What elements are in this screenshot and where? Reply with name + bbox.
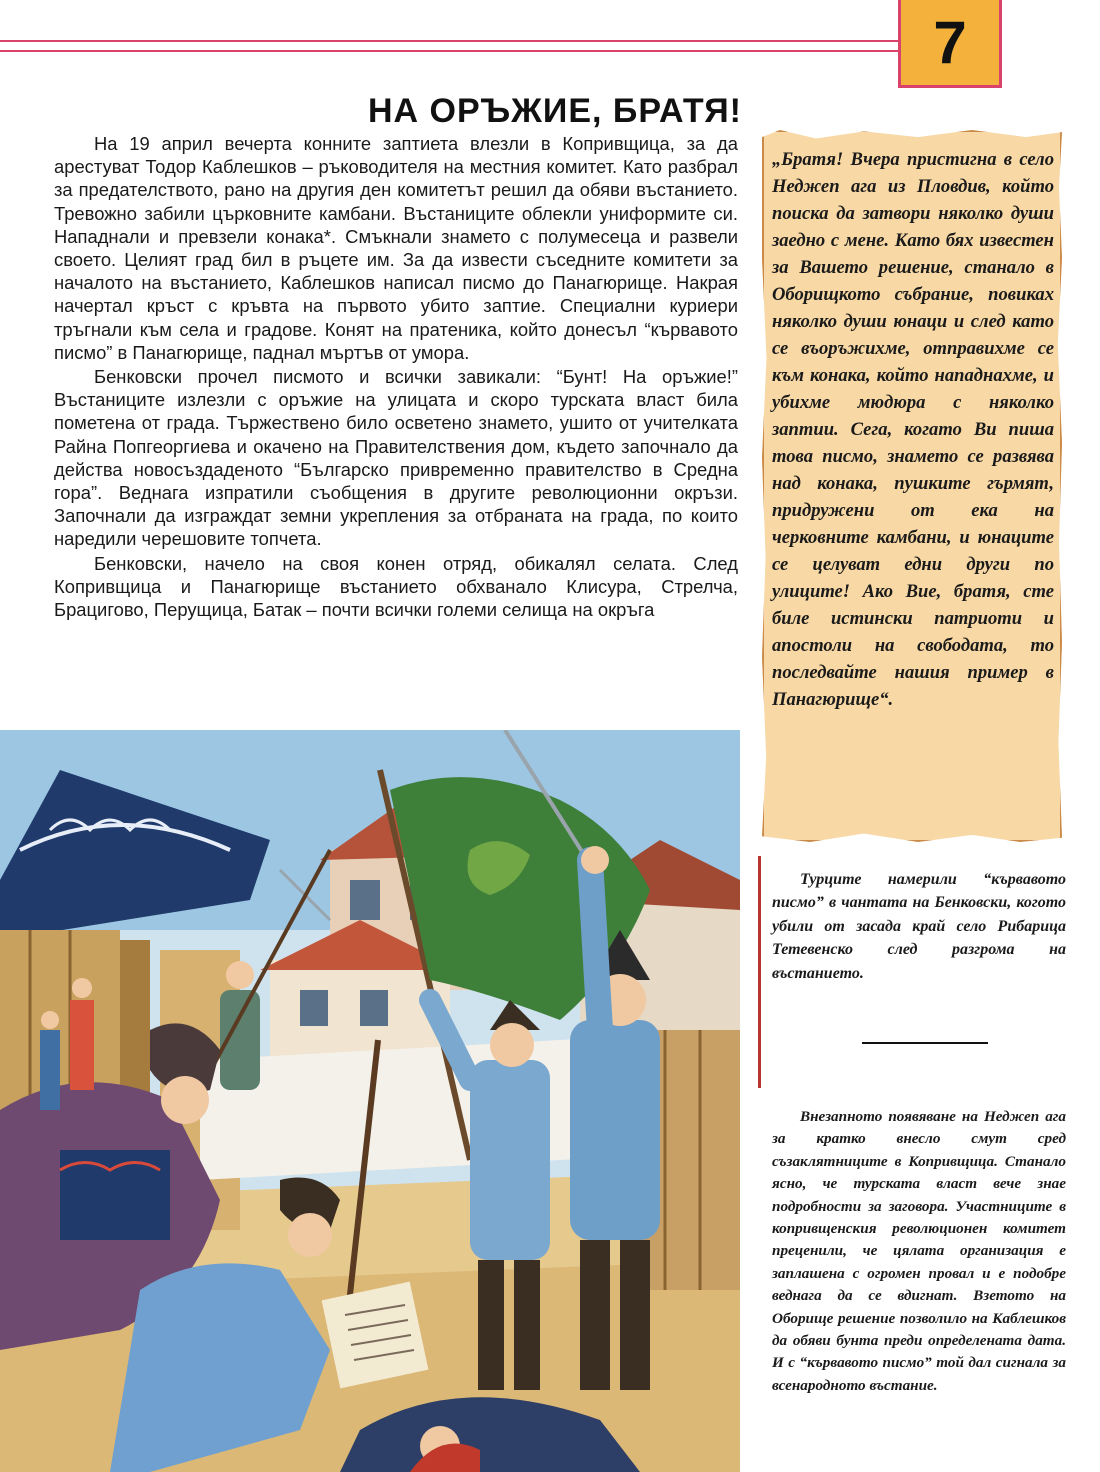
header-rule-bottom — [0, 50, 898, 52]
page-title: НА ОРЪЖИЕ, БРАТЯ! — [367, 92, 742, 130]
page-number: 7 — [933, 9, 967, 76]
caption-bloody-letter: Турците намерили “кървавото писмо” в чантата на Бенковски, когото убили от засада край село Рибарица Тетевенско след разгрома на въстанието. — [772, 871, 1066, 982]
article-body — [54, 132, 738, 622]
article-paragraph-2: Бенковски прочел писмото и всички завикали: “Бунт! На оръжие!” Въстаниците излезли с оръжие на улицата и скоро турската власт била пометена от града. Тържествено било осветено знамето, ушито от учителката Райна Попгеоргиева и окачено на Правителствения дом, където започнало да действа новосъздаденото “Българско привременно правителство в Средна гора”. Веднага изпратили съобщения в другите революционни окръзи. Започнали да изграждат земни укрепления за отбраната на града, по които наредили черешовите топчета. — [54, 366, 738, 550]
bloody-letter-text: „Братя! Вчера пристигна в село Неджеп ага из Пловдив, който поиска да затвори няколко души заедно с мене. Като бях известен за Вашето решение, станало в Оборищкото събрание, повиках няколко души юнаци и след като се въоръжихме, отправихме се към конака, който нападнахме, и убихме мюдюра с няколко заптии. Сега, когато Ви пиша това писмо, знамето се развява над конака, пушките гърмят, придружени от ека на черковните камбани, и юнаците се целуват едни други по улиците! Ако Вие, братя, сте биле истински патриоти и апостоли на свободата, то последвайте нашия пример в Панагюрище“. — [772, 149, 1054, 710]
uprising-illustration-drawing — [0, 730, 740, 1472]
header-rule-top — [0, 40, 898, 42]
caption-divider — [862, 1042, 988, 1044]
caption-nedzhep-aga: Внезапното появяване на Неджеп ага за кратко внесло смут сред съзаклятниците в Копривщица. Станало ясно, че турската власт вече знае подробности за заговора. Участниците в копривщенския революционен комитет преценили, че цялата организация е заплашена с огромен провал и е подобре веднага да се вдигнат. Взетото на Оборище решение позволило на Каблешков да обяви бунта преди определената дата. И с “кървавото писмо” той дал сигнала за всенародното въстание. — [772, 1108, 1066, 1394]
caption-side-bar — [758, 856, 761, 1088]
article-paragraph-1: На 19 април вечерта конните заптиета влезли в Копривщица, за да арестуват Тодор Каблешков – ръководителя на местния комитет. Като разбрал за предателството, рано на другия ден комитетът решил да обяви въстанието. Тревожно забили църковните камбани. Въстаниците облекли униформите си. Нападнали и превзели конака*. Смъкнали знамето с полумесеца и развели своето. Целият град бил в ръцете им. За да извести съседните комитети за началото на въстанието, Каблешков написал писмо до Панагюрище. Накрая начертал кръст с кръвта на първото убито заптие. Специални куриери тръгнали към села и градове. Конят на пратеника, който донесъл “кървавото писмо” в Панагюрище, паднал мъртъв от умора. — [54, 133, 738, 363]
uprising-illustration — [0, 730, 740, 1472]
article-paragraph-3: Бенковски, начело на своя конен отряд, обикалял селата. След Копривщица и Панагюрище въстанието обхванало Клисура, Стрелча, Брацигово, Перущица, Батак – почти всички големи селища на окръга — [54, 552, 738, 621]
page-number-badge — [898, 0, 1002, 88]
